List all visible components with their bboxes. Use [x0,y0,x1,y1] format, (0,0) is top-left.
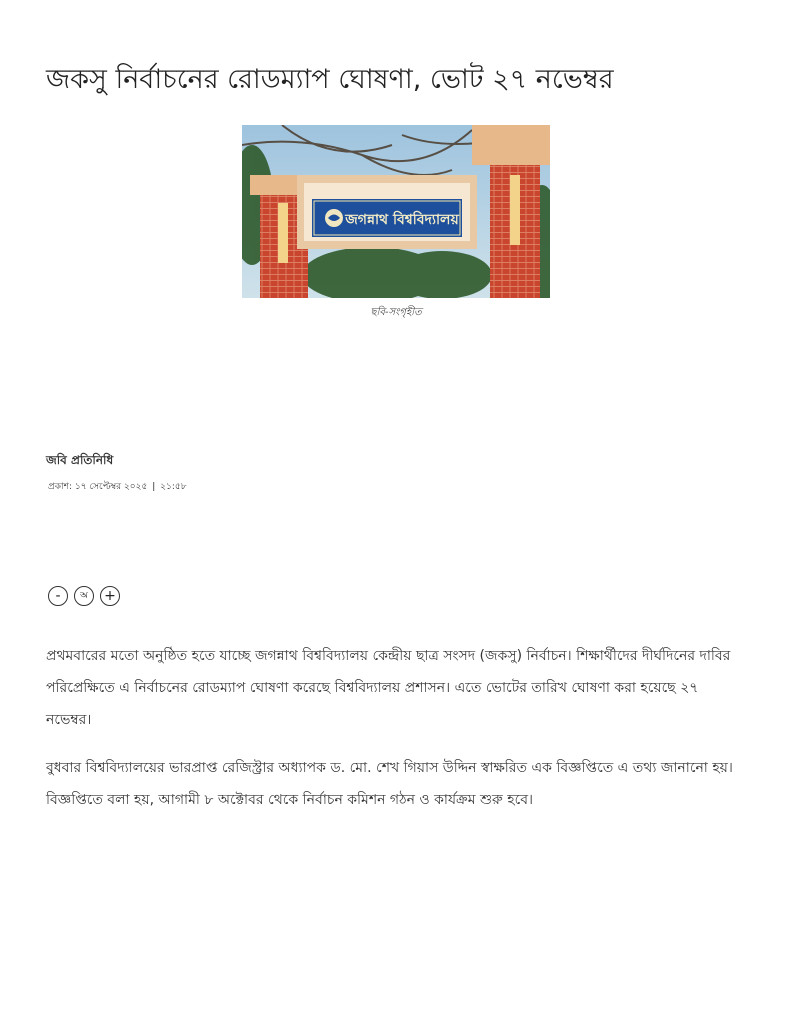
article-paragraph: প্রথমবারের মতো অনুষ্ঠিত হতে যাচ্ছে জগন্নাথ বিশ্ববিদ্যালয় কেন্দ্রীয় ছাত্র সংসদ (জকসু) নির্বাচন। শিক্ষার্থীদের দীর্ঘদিনের দাবির পরিপ্রেক্ষিতে এ নির্বাচনের রোডম্যাপ ঘোষণা করেছে বিশ্ববিদ্যালয় প্রশাসন। এতে ভোটের তারিখ ঘোষণা করা হয়েছে ২৭ নভেম্বর। [46,648,731,728]
publish-label: প্রকাশ: [48,482,72,492]
image-caption: ছবি-সংগৃহীত [370,307,422,318]
font-reset-button[interactable]: অ [74,586,94,606]
font-increase-button[interactable]: + [100,586,120,606]
publish-separator: | [152,482,156,492]
font-decrease-button[interactable]: - [48,586,68,606]
publish-date: ১৭ সেপ্টেম্বর ২০২৫ [74,482,148,492]
article-body [46,640,746,832]
publish-info [48,479,187,494]
article-image [242,125,550,298]
author-byline: জবি প্রতিনিধি [46,453,114,467]
publish-time: ২১:৫৮ [160,482,187,492]
university-gate-photo [242,125,550,298]
gate-sign-text: জগন্নাথ বিশ্ববিদ্যালয় [345,212,459,228]
font-size-controls [48,586,120,606]
article-headline: জকসু নির্বাচনের রোডম্যাপ ঘোষণা, ভোট ২৭ নভেম্বর [46,64,614,95]
article-paragraph: বুধবার বিশ্ববিদ্যালয়ের ভারপ্রাপ্ত রেজিস্ট্রার অধ্যাপক ড. মো. শেখ গিয়াস উদ্দিন স্বাক্ষরিত এক বিজ্ঞপ্তিতে এ তথ্য জানানো হয়। বিজ্ঞপ্তিতে বলা হয়, আগামী ৮ অক্টোবর থেকে নির্বাচন কমিশন গঠন ও কার্যক্রম শুরু হবে। [46,760,733,808]
